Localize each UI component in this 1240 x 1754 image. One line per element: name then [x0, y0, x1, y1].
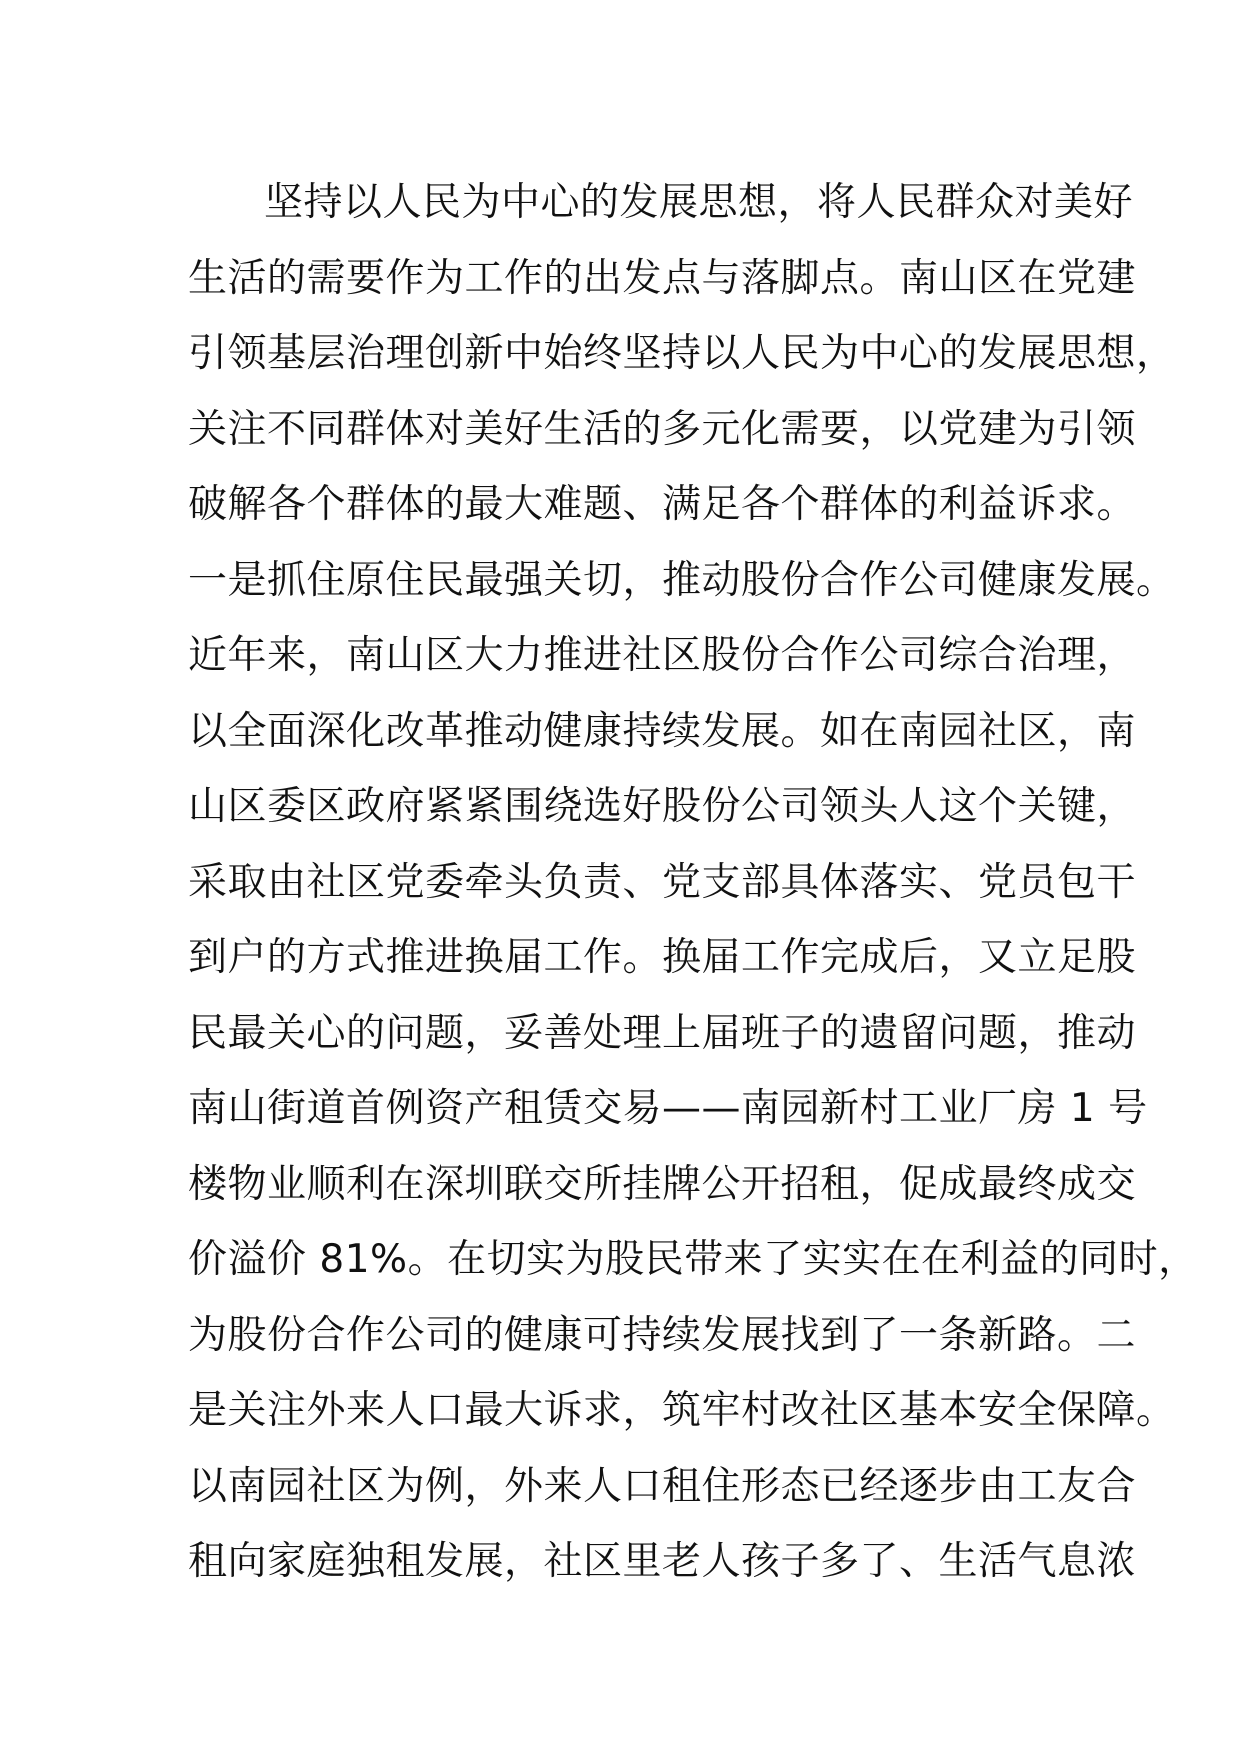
text-line: 生活的需要作为工作的出发点与落脚点。南山区在党建 [188, 255, 1137, 301]
text-line: 以南园社区为例，外来人口租住形态已经逐步由工友合 [188, 1463, 1137, 1509]
text-line: 近年来，南山区大力推进社区股份合作公司综合治理， [188, 633, 1137, 678]
text-line: 民最关心的问题，妥善处理上届班子的遗留问题，推动 [188, 1010, 1137, 1056]
text-line: 楼物业顺利在深圳联交所挂牌公开招租，促成最终成交 [188, 1161, 1137, 1207]
text-line: 一是抓住原住民最强关切，推动股份合作公司健康发展。 [188, 557, 1176, 603]
text-line: 引领基层治理创新中始终坚持以人民为中心的发展思想， [188, 331, 1176, 376]
text-line: 采取由社区党委牵头负责、党支部具体落实、党员包干 [188, 859, 1137, 905]
text-line: 南山街道首例资产租赁交易——南园新村工业厂房 1 号 [188, 1086, 1148, 1131]
text-line: 租向家庭独租发展，社区里老人孩子多了、生活气息浓 [188, 1539, 1137, 1584]
text-line: 坚持以人民为中心的发展思想，将人民群众对美好 [264, 180, 1134, 225]
text-line: 到户的方式推进换届工作。换届工作完成后，又立足股 [188, 935, 1137, 980]
text-line: 为股份合作公司的健康可持续发展找到了一条新路。二 [188, 1312, 1137, 1358]
text-line: 破解各个群体的最大难题、满足各个群体的利益诉求。 [188, 482, 1137, 527]
text-line: 山区委区政府紧紧围绕选好股份公司领头人这个关键， [188, 784, 1137, 829]
text-line: 价溢价 81%。在切实为股民带来了实实在在利益的同时， [188, 1237, 1198, 1282]
text-line: 关注不同群体对美好生活的多元化需要，以党建为引领 [188, 406, 1137, 452]
text-line: 是关注外来人口最大诉求，筑牢村改社区基本安全保障。 [188, 1388, 1176, 1433]
text-line: 以全面深化改革推动健康持续发展。如在南园社区，南 [188, 708, 1137, 754]
body-paragraph [188, 165, 1198, 1600]
